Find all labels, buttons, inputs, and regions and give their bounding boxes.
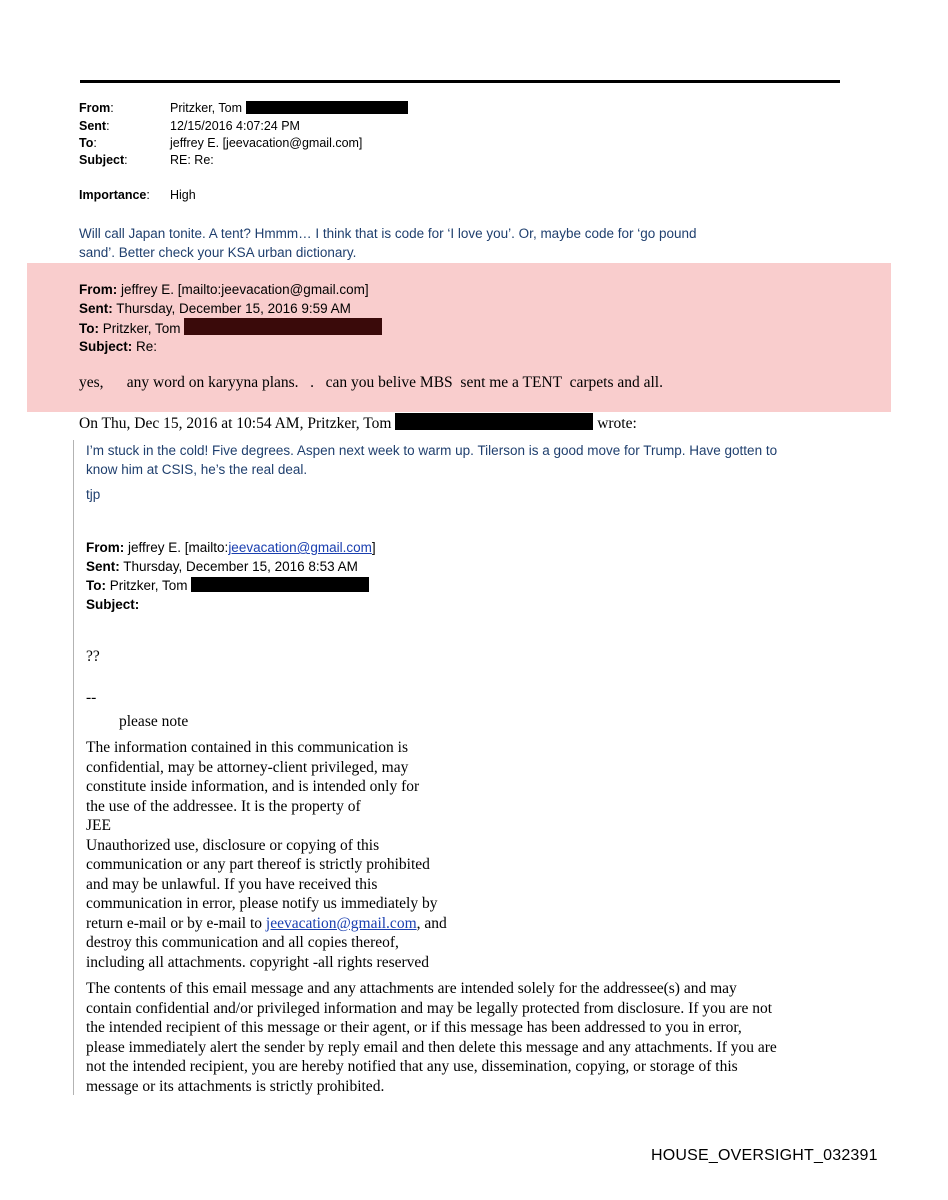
subject-label: Subject (79, 153, 125, 167)
quoted-body-2: I’m stuck in the cold! Five degrees. Aspen next week to warm up. Tilerson is a good move for Trump. Have gotten to know him at CSIS, he’s the real deal. (86, 443, 778, 477)
quoted-subject: Subject: Re: (79, 339, 158, 354)
quoted-to: To: Pritzker, Tom (79, 318, 382, 338)
nested-to: To: Pritzker, Tom (86, 576, 369, 595)
redaction-box (395, 413, 593, 430)
top-rule (80, 80, 840, 83)
bates-number: HOUSE_OVERSIGHT_032391 (651, 1147, 878, 1164)
from-value: Pritzker, Tom (170, 101, 243, 115)
quoted-body: yes, any word on karyyna plans. . can you belive MBS sent me a TENT carpets and all. (79, 374, 663, 391)
dash-signature: -- (86, 689, 97, 706)
email-link[interactable]: jeevacation@gmail.com (228, 540, 372, 555)
to-value: jeffrey E. [jeevacation@gmail.com] (170, 136, 363, 150)
nested-subject: Subject: (86, 597, 140, 612)
disclaimer-2: The contents of this email message and any attachments are intended solely for the addressee(s) and may contain confidential and/or privileged information and may be legally protected from disclosure. If you are not the intended recipient of this message or their agent, or if this message has been addressed to you in error, please immediately alert the sender by reply email and then delete this message and any attachments. If you are not the intended recipient, you are hereby notified that any use, dissemination, copying, or storage of this message or its attachments is strictly prohibited. (86, 980, 777, 1095)
reply-body: Will call Japan tonite. A tent? Hmmm… I think that is code for ‘I love you’. Or, maybe code for ‘go pound sand’. Better check your KSA urban dictionary. (79, 226, 697, 260)
subject-value: RE: Re: (170, 153, 214, 167)
sent-label: Sent (79, 119, 107, 133)
highlighted-quoted-message (27, 263, 891, 412)
quoted-sent: Sent: Thursday, December 15, 2016 9:59 AM (79, 301, 351, 316)
importance-value: High (170, 188, 196, 202)
redaction-box (184, 318, 382, 335)
sent-value: 12/15/2016 4:07:24 PM (170, 119, 300, 133)
please-note: please note (119, 713, 189, 730)
from-label: From (79, 101, 111, 115)
importance-label: Importance (79, 188, 147, 202)
quoted-from: From: jeffrey E. [mailto:jeevacation@gmail.com] (79, 282, 369, 297)
wrote-line: On Thu, Dec 15, 2016 at 10:54 AM, Pritzker, Tom wrote: (79, 415, 637, 432)
quote-bar (73, 440, 74, 1095)
disclaimer-1: The information contained in this communication is confidential, may be attorney-client privileged, may constitute inside information, and is intended only for the use of the addressee. It is the property of JEE Unauthorized use, disclosure or copying of this communication or any part thereof is strictly prohibited and may be unlawful. If you have received this communication in error, please notify us immediately by return e-mail or by e-mail to jeevacation@gmail.com, and destroy this communication and all copies thereof, including all attachments. copyright -all rights reserved (86, 739, 447, 971)
nested-sent: Sent: Thursday, December 15, 2016 8:53 AM (86, 559, 358, 574)
question-marks: ?? (86, 648, 100, 665)
email-link[interactable]: jeevacation@gmail.com (265, 914, 417, 932)
signature-tjp: tjp (86, 487, 101, 502)
redaction-box (191, 577, 369, 592)
nested-from: From: jeffrey E. [mailto:jeevacation@gmail.com] (86, 540, 376, 555)
to-label: To (79, 136, 94, 150)
redaction-box (246, 101, 408, 114)
